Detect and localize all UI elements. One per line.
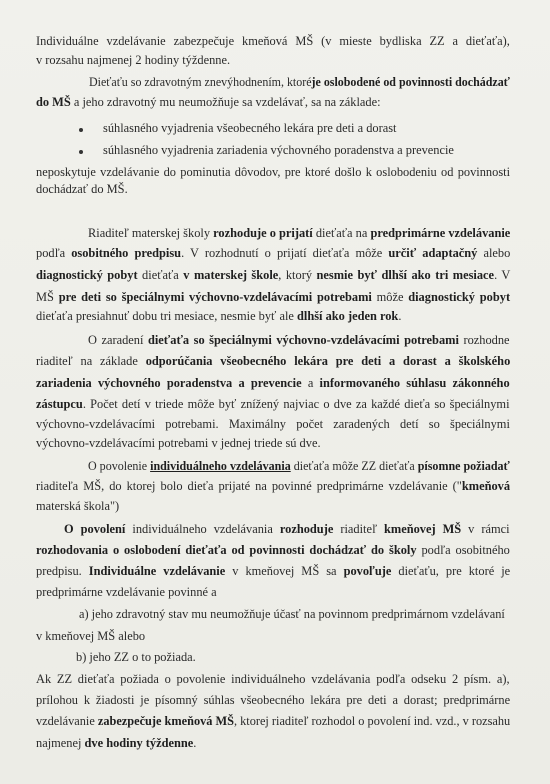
- bold-run: informovaného súhlasu zákonného: [319, 376, 510, 390]
- text-line: [88, 333, 510, 348]
- text-run: Ak ZZ dieťaťa požiada o povolenie individuálneho vzdelávania podľa odseku 2 písm. a),: [36, 672, 510, 686]
- bold-run: určiť adaptačný: [388, 246, 478, 260]
- text-run: materská škola"): [36, 499, 120, 513]
- text-run: dieťaťa: [137, 268, 184, 282]
- text-run: a jeho zdravotný mu neumožňuje sa vzdelávať, sa na základe:: [70, 95, 381, 109]
- text-run: dochádzať do MŠ.: [36, 182, 128, 196]
- text-line: [36, 182, 128, 197]
- text-run: b) jeho ZZ o to požiada.: [76, 650, 196, 664]
- text-run: . V: [494, 268, 511, 282]
- text-run: O povolenie: [88, 459, 151, 473]
- text-run: dieťaťa na: [312, 226, 371, 240]
- text-line: [64, 522, 510, 537]
- text-run: Dieťaťu so zdravotným znevýhodnením, ktoré: [89, 75, 312, 89]
- bullet-icon: [79, 150, 83, 154]
- text-line: [36, 397, 510, 412]
- bold-run: rozhoduje: [279, 522, 334, 536]
- text-run: v kmeňovej MŠ alebo: [36, 629, 146, 643]
- text-line: [88, 226, 510, 241]
- text-line: [88, 459, 510, 474]
- bold-run: zástupcu: [36, 397, 83, 411]
- bold-run: [150, 459, 291, 473]
- text-line: [36, 543, 510, 558]
- bold-run: rozhoduje o prijatí: [213, 226, 313, 240]
- text-run: výchovno-vzdelávacími potrebami. Maximálny počet zaradených detí so špeciálnymi: [36, 417, 510, 431]
- text-run: podľa osobitného: [416, 543, 510, 557]
- text-line: [36, 53, 230, 68]
- bold-run: predprimárne vzdelávanie: [370, 226, 511, 240]
- text-line: [103, 121, 396, 136]
- text-run: riaditeľ na základe: [36, 354, 146, 368]
- bold-run: je oslobodené od povinnosti dochádzať: [311, 75, 510, 89]
- text-run: neposkytuje vzdelávanie do pominutia dôvodov, pre ktoré došlo k oslobodeniu od povinnosti: [36, 165, 511, 179]
- bold-run: O povolení: [64, 522, 126, 536]
- text-line: [36, 417, 510, 432]
- underlined-run: individuálneho vzdelávania: [150, 459, 291, 473]
- text-line: [36, 499, 119, 514]
- text-run: dieťaťu, pre ktoré je: [391, 564, 511, 578]
- text-run: MŠ: [36, 290, 59, 304]
- text-line: [36, 585, 217, 600]
- text-run: individuálneho vzdelávania: [125, 522, 280, 536]
- text-run: a) jeho zdravotný stav mu neumožňuje účasť na povinnom predprimárnom vzdelávaní: [79, 607, 505, 621]
- bold-run: povoľuje: [343, 564, 392, 578]
- text-line: [36, 34, 510, 49]
- bold-run: kmeňová: [461, 479, 511, 493]
- text-run: podľa: [36, 246, 72, 260]
- text-run: v rozsahu najmenej 2 hodiny týždenne.: [36, 53, 231, 67]
- text-run: dieťaťa môže ZZ dieťaťa: [290, 459, 418, 473]
- text-line: [79, 607, 505, 622]
- text-line: [89, 75, 510, 90]
- text-line: [36, 268, 510, 283]
- text-run: .: [193, 736, 197, 750]
- text-line: [36, 564, 510, 579]
- bold-run: dlhší ako jeden rok: [296, 309, 399, 323]
- bold-run: kmeňovej MŠ: [383, 522, 462, 536]
- text-run: môže: [371, 290, 409, 304]
- text-run: dieťaťa presiahnuť dobu tri mesiace, nesmie byť ale: [36, 309, 297, 323]
- bold-run: nesmie byť dlhší ako tri mesiace: [316, 268, 495, 282]
- text-line: [36, 376, 510, 391]
- text-run: v rámci: [461, 522, 510, 536]
- text-run: a: [301, 376, 320, 390]
- text-line: [36, 693, 510, 708]
- bold-run: zariadenia výchovného poradenstva a prevencie: [36, 376, 302, 390]
- text-run: riaditeľa MŠ, do ktorej bolo dieťa prijaté na povinné predprimárne vzdelávanie (": [36, 479, 462, 493]
- text-run: súhlasného vyjadrenia zariadenia výchovného poradenstva a prevencie: [103, 143, 454, 157]
- text-run: Individuálne vzdelávanie zabezpečuje kmeňová MŠ (v mieste bydliska ZZ a dieťaťa),: [36, 34, 510, 48]
- text-line: [36, 309, 401, 324]
- text-run: riaditeľ: [333, 522, 384, 536]
- text-line: [36, 479, 510, 494]
- text-run: v kmeňovej MŠ sa: [225, 564, 344, 578]
- bold-run: dve hodiny týždenne: [84, 736, 194, 750]
- text-run: rozhodne: [458, 333, 510, 347]
- bold-run: v materskej škole: [183, 268, 279, 282]
- text-line: [36, 165, 510, 180]
- text-run: prílohou k žiadosti je písomný súhlas všeobecného lekára pre deti a dorast; predprimárne: [36, 693, 511, 707]
- text-run: predprimárne vzdelávanie povinné a: [36, 585, 217, 599]
- bold-run: písomne požiadať: [417, 459, 510, 473]
- bold-run: pre deti so špeciálnymi výchovno-vzdelávacími potrebami: [58, 290, 372, 304]
- text-line: [36, 736, 196, 751]
- bold-run: Individuálne vzdelávanie: [88, 564, 226, 578]
- text-run: predpisu.: [36, 564, 89, 578]
- text-run: Riaditeľ materskej školy: [88, 226, 214, 240]
- text-run: , ktorej riaditeľ rozhodol o povolení ind. vzd., v rozsahu: [233, 714, 511, 728]
- text-run: výchovno-vzdelávacími potrebami v jednej triede sú dve.: [36, 436, 321, 450]
- text-line: [36, 95, 381, 110]
- text-line: [36, 629, 145, 644]
- text-run: , ktorý: [278, 268, 317, 282]
- bullet-icon: [79, 128, 83, 132]
- text-line: [36, 290, 510, 305]
- text-run: . V rozhodnutí o prijatí dieťaťa môže: [181, 246, 389, 260]
- bold-run: osobitného predpisu: [71, 246, 182, 260]
- bold-run: odporúčania všeobecného lekára pre deti a dorast a školského: [145, 354, 511, 368]
- text-run: .: [398, 309, 402, 323]
- bold-run: zabezpečuje kmeňová MŠ: [97, 714, 234, 728]
- text-line: [36, 246, 510, 261]
- bold-run: do MŠ: [36, 95, 71, 109]
- text-line: [36, 714, 510, 729]
- text-line: [36, 672, 510, 687]
- text-line: [36, 354, 510, 369]
- text-line: [36, 436, 321, 451]
- text-run: . Počet detí v triede môže byť znížený najviac o dve za každé dieťa so špeciálnymi: [82, 397, 510, 411]
- bold-run: rozhodovania o oslobodení dieťaťa od povinnosti dochádzať do školy: [36, 543, 417, 557]
- text-run: vzdelávanie: [36, 714, 98, 728]
- text-line: [76, 650, 196, 665]
- text-line: [103, 143, 454, 158]
- bold-run: diagnostický pobyt: [36, 268, 138, 282]
- bold-run: dieťaťa so špeciálnymi výchovno-vzdelávacími potrebami: [147, 333, 459, 347]
- text-run: najmenej: [36, 736, 85, 750]
- text-run: O zaradení: [88, 333, 148, 347]
- bold-run: diagnostický pobyt: [408, 290, 511, 304]
- text-run: súhlasného vyjadrenia všeobecného lekára pre deti a dorast: [103, 121, 397, 135]
- text-run: alebo: [477, 246, 511, 260]
